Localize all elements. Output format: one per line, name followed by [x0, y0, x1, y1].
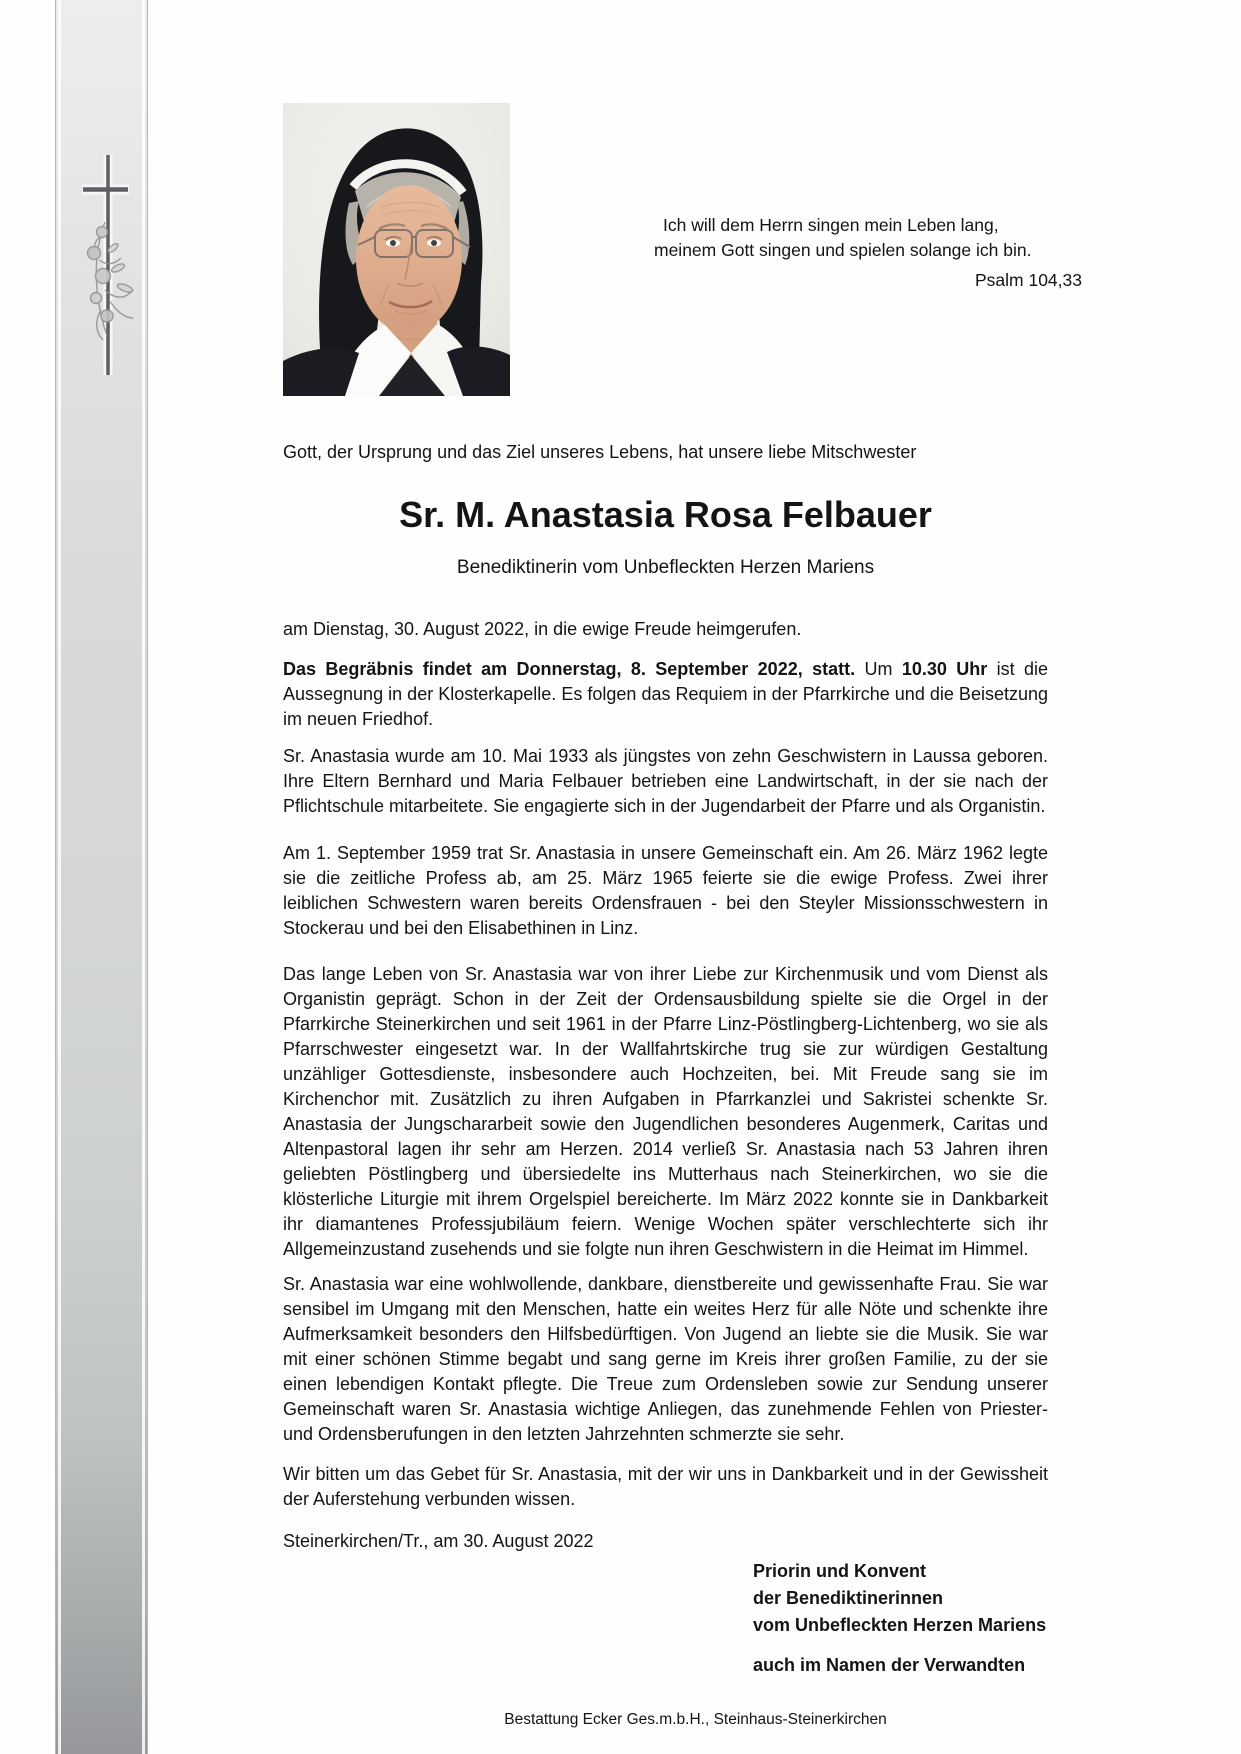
paragraph-character: Sr. Anastasia war eine wohlwollende, dankbare, dienstbereite und gewissenhafte Frau. Sie war sensibel im Umgang mit den Menschen, hatte ein weites Herz für alle Nöte und schenkte ihre Aufmerksamkeit besonders den Hilfsbedürftigen. Von Jugend an liebte sie die Musik. Sie war mit einer schönen Stimme begabt und sang gerne im Kreis ihrer großen Familie, zu der sie einen lebendigen Kontakt pflegte. Die Treue zum Ordensleben sowie zur Sendung unserer Gemeinschaft waren Sr. Anastasia wichtige Anliegen, das zunehmende Fehlen von Priester- und Ordensberufungen in den letzten Jahrzehnten schmerzte sie sehr.	[283, 1274, 1048, 1444]
psalm-line-1: Ich will dem Herrn singen mein Leben lang,	[663, 215, 999, 235]
psalm-line-2: meinem Gott singen und spielen solange ich bin.	[654, 240, 1032, 260]
psalm-quote	[654, 213, 1084, 293]
funeral-announcement	[283, 657, 1048, 732]
cross-and-floral-art	[55, 140, 147, 390]
deceased-name: Sr. M. Anastasia Rosa Felbauer	[399, 494, 932, 535]
psalm-attribution: Psalm 104,33	[974, 270, 1082, 290]
order-subtitle: Benediktinerin vom Unbefleckten Herzen Mariens	[456, 557, 875, 578]
paragraph-prayer-request: Wir bitten um das Gebet für Sr. Anastasia, mit der wir uns in Dankbarkeit und in der Gewissheit der Auferstehung verbunden wissen.	[283, 1464, 1048, 1509]
funeral-regular-2: ist die Aussegnung in der Klosterkapelle. Es folgen das Requiem in der Pfarrkirche und die Beisetzung im neuen Friedhof.	[283, 659, 1049, 729]
signature-block	[753, 1558, 1046, 1679]
intro-line: Gott, der Ursprung und das Ziel unseres Lebens, hat unsere liebe Mitschwester	[283, 442, 917, 462]
signature-line-1: Priorin und Konvent	[753, 1561, 926, 1581]
signature-addendum: auch im Namen der Verwandten	[753, 1655, 1026, 1675]
portrait-photo	[283, 103, 510, 396]
funeral-regular-1: Um	[855, 659, 902, 679]
signature-line-2: der Benediktinerinnen	[753, 1588, 944, 1608]
paragraph-life: Das lange Leben von Sr. Anastasia war von ihrer Liebe zur Kirchenmusik und vom Dienst als Organistin geprägt. Schon in der Zeit der Ordensausbildung spielte sie die Orgel in der Pfarrkirche Steinerkirchen und seit 1961 in der Pfarre Linz-Pöstlingberg-Lichtenberg, wo sie als Pfarrschwester eingesetzt war. In der Wallfahrtskirche trug sie zur würdigen Gestaltung unzähliger Gottesdienste, insbesondere auch Hochzeiten, bei. Mit Freude sang sie im Kirchenchor mit. Zusätzlich zu ihren Aufgaben in Pfarrkanzlei und Sakristei schenkte Sr. Anastasia der Jungschararbeit sowie den Jugendlichen besonderes Augenmerk, Caritas und Altenpastoral lagen ihr sehr am Herzen. 2014 verließ Sr. Anastasia nach 53 Jahren ihren geliebten Pöstlingberg und übersiedelte ins Mutterhaus nach Steinerkirchen, wo sie die klösterliche Liturgie mit ihrem Orgelspiel bereicherte. Im März 2022 konnte sie in Dankbarkeit ihr diamantenes Professjubiläum feiern. Wenige Wochen später verschlechterte sich ihr Allgemeinzustand zusehends und sie folgte nun ihren Geschwistern in die Heimat im Himmel.	[283, 964, 1048, 1259]
funeral-bold-date: Das Begräbnis findet am Donnerstag, 8. September 2022, statt.	[283, 659, 856, 679]
place-date-line: Steinerkirchen/Tr., am 30. August 2022	[283, 1531, 594, 1551]
death-date-line: am Dienstag, 30. August 2022, in die ewige Freude heimgerufen.	[283, 619, 802, 639]
signature-line-3: vom Unbefleckten Herzen Mariens	[753, 1615, 1047, 1635]
paragraph-birth: Sr. Anastasia wurde am 10. Mai 1933 als jüngstes von zehn Geschwistern in Laussa geboren. Ihre Eltern Bernhard und Maria Felbauer betrieben eine Landwirtschaft, in der sie nach der Pflichtschule mitarbeitete. Sie engagierte sich in der Jugendarbeit der Pfarre und als Organistin.	[283, 746, 1048, 816]
paragraph-order-entry: Am 1. September 1959 trat Sr. Anastasia in unsere Gemeinschaft ein. Am 26. März 1962 legte sie die zeitliche Profess ab, am 25. März 1965 feierte sie die ewige Profess. Zwei ihrer leiblichen Schwestern waren bereits Ordensfrauen - bei den Steyler Missionsschwestern in Stockerau und bei den Elisabethinen in Linz.	[283, 843, 1048, 938]
funeral-bold-time: 10.30 Uhr	[901, 659, 988, 679]
funeral-home-footer: Bestattung Ecker Ges.m.b.H., Steinhaus-Steinerkirchen	[504, 1711, 887, 1728]
